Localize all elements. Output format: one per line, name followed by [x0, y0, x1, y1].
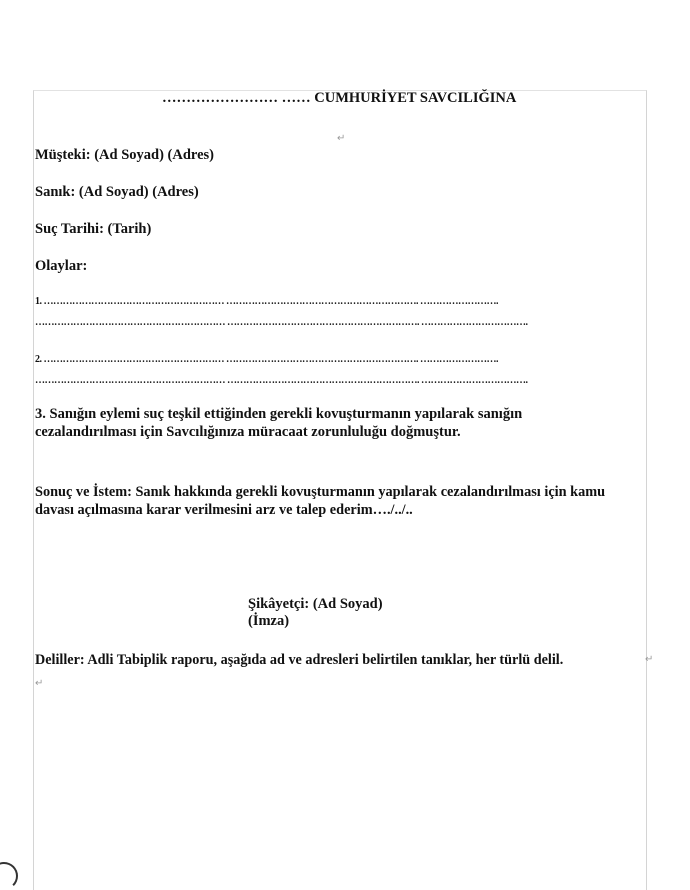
- document-heading: …………………… …… CUMHURİYET SAVCILIĞINA: [162, 90, 517, 106]
- deliller-text: Deliller: Adli Tabiplik raporu, aşağıda ad ve adresleri belirtilen tanıklar, her türlü delil.: [35, 652, 564, 668]
- sanik-field: Sanık: (Ad Soyad) (Adres): [35, 184, 199, 200]
- sikayetci-name: Şikâyetçi: (Ad Soyad): [248, 596, 383, 612]
- corner-decoration: [0, 862, 18, 890]
- imza-label: (İmza): [248, 613, 290, 629]
- event-1-line-1: 1. ………………………………………………… ……………………………………………………. …………………….: [35, 296, 498, 307]
- paragraph-mark: ↵: [645, 654, 654, 665]
- olaylar-label: Olaylar:: [35, 258, 88, 274]
- suc-tarihi-field: Suç Tarihi: (Tarih): [35, 221, 152, 237]
- event-2-line-2: …………………………………………………… ……………………………………………………. …………………………….: [35, 375, 528, 386]
- event-1-line-2: …………………………………………………… ……………………………………………………. …………………………….: [35, 317, 528, 328]
- paragraph-mark: ↵: [35, 678, 44, 689]
- sonuc-ve-istem: Sonuç ve İstem: Sanık hakkında gerekli kovuşturmanın yapılarak cezalandırılması için kamu davası açılmasına karar verilmesini arz ve talep ederim…./../..: [35, 484, 606, 518]
- paragraph-mark: ↵: [337, 133, 346, 144]
- paragraph-3: 3. Sanığın eylemi suç teşkil ettiğinden gerekli kovuşturmanın yapılarak sanığın cezalandırılması için Savcılığınıza müracaat zorunluluğu doğmuştur.: [35, 406, 523, 440]
- musteki-field: Müşteki: (Ad Soyad) (Adres): [35, 147, 214, 163]
- event-2-line-1: 2. ………………………………………………… ……………………………………………………. …………………….: [35, 354, 498, 365]
